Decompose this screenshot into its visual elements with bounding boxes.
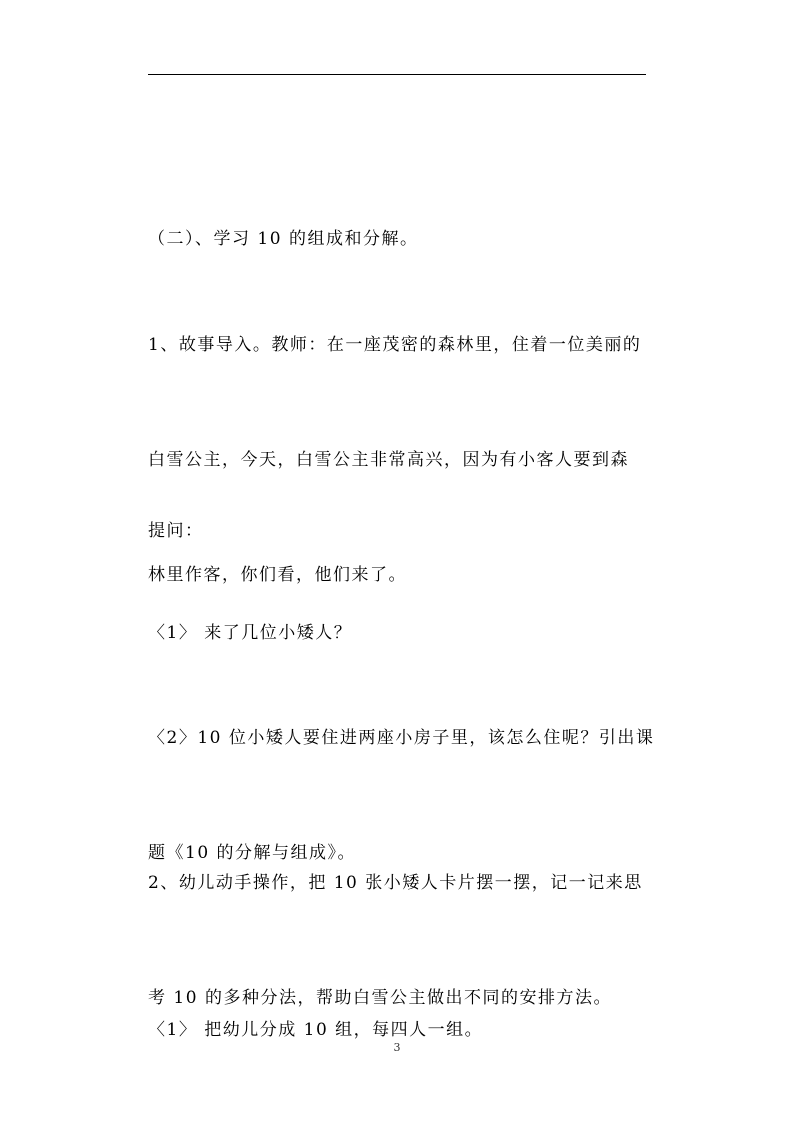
text-line: 林里作客，你们看，他们来了。 [148, 565, 407, 585]
list-item-3 [148, 943, 648, 1083]
text-line: （二）、学习 10 的组成和分解。 [148, 229, 419, 249]
text-line: 白雪公主，今天，白雪公主非常高兴，因为有小客人要到森 [148, 450, 629, 470]
text-line: 提问： [148, 521, 204, 541]
text-line: 〈2〉10 位小矮人要住进两座小房子里，该怎么住呢？引出课 [148, 728, 655, 748]
text-line: 2、幼儿动手操作，把 10 张小矮人卡片摆一摆，记一记来思 [148, 873, 643, 893]
text-line: 1、故事导入。教师：在一座茂密的森林里，住着一位美丽的 [148, 335, 642, 355]
text-line: 〈1〉 把幼儿分成 10 组，每四人一组。 [148, 1020, 484, 1040]
text-line: 〈1〉 来了几位小矮人？ [148, 623, 353, 643]
header-rule [148, 74, 646, 75]
text-line: 题《10 的分解与组成》。 [148, 843, 357, 863]
text-line: 考 10 的多种分法，帮助白雪公主做出不同的安排方法。 [148, 988, 612, 1008]
page-number: 3 [393, 1041, 401, 1054]
